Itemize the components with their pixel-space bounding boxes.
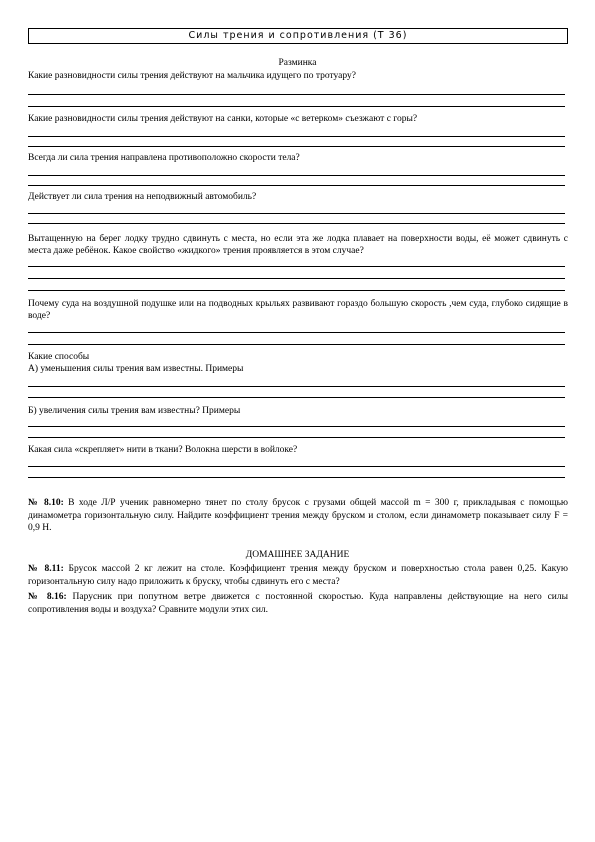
answer-line: [28, 266, 565, 267]
answer-line: [28, 175, 565, 176]
homework-heading: ДОМАШНЕЕ ЗАДАНИЕ: [245, 550, 350, 560]
worksheet-title: Силы трения и сопротивления (Т 36): [28, 28, 568, 44]
task-text: В ходе Л/Р ученик равномерно тянет по столу брусок с грузами общей массой m = 300 г, прикладывая с помощью динамометра горизонтальную силу. Найдите коэффициент трения между бруском и столом, если динамометр показывает силу F = 0,9 Н.: [28, 498, 568, 533]
answer-line: [28, 213, 565, 214]
answer-line: [28, 437, 565, 438]
homework-task-2: [28, 591, 568, 616]
question-8: Б) увеличения силы трения вам известны? Примеры: [28, 406, 241, 416]
answer-line: [28, 223, 565, 224]
answer-line: [28, 332, 565, 333]
answer-line: [28, 278, 565, 279]
answer-line: [28, 106, 565, 107]
question-5: Вытащенную на берег лодку трудно сдвинуть с места, но если эта же лодка плавает на поверхности воды, её может сдвинуть с места даже ребёнок. Какое свойство «жидкого» трения проявляется в этом случае?: [28, 234, 568, 256]
question-6: Почему суда на воздушной подушке или на подводных крыльях развивают гораздо большую скорость ,чем суда, глубоко сидящие в воде?: [28, 299, 568, 321]
answer-line: [28, 146, 565, 147]
question-7: Какие способы А) уменьшения силы трения вам известны. Примеры: [28, 352, 244, 374]
answer-line: [28, 94, 565, 95]
answer-line: [28, 397, 565, 398]
answer-line: [28, 290, 565, 291]
answer-line: [28, 185, 565, 186]
task-text: Парусник при попутном ветре движется с постоянной скоростью. Куда направлены действующие на него силы сопротивления воды и воздуха? Сравните модули этих сил.: [28, 592, 568, 615]
answer-line: [28, 466, 565, 467]
task-number: № 8.10:: [28, 498, 64, 508]
task-text: Брусок массой 2 кг лежит на столе. Коэффициент трения между бруском и поверхностью стола равен 0,25. Какую горизонтальную силу надо приложить к бруску, чтобы сдвинуть его с места?: [28, 564, 568, 587]
task-number: № 8.16:: [28, 592, 67, 602]
task-number: № 8.11:: [28, 564, 64, 574]
question-3: Всегда ли сила трения направлена противоположно скорости тела?: [28, 153, 300, 163]
answer-line: [28, 386, 565, 387]
homework-task-1: [28, 563, 568, 588]
warmup-heading: Разминка: [278, 58, 317, 68]
question-1: Какие разновидности силы трения действуют на мальчика идущего по тротуару?: [28, 71, 356, 81]
answer-line: [28, 344, 565, 345]
answer-line: [28, 477, 565, 478]
lab-task: [28, 497, 568, 535]
question-4: Действует ли сила трения на неподвижный автомобиль?: [28, 192, 257, 202]
question-2: Какие разновидности силы трения действуют на санки, которые «с ветерком» съезжают с горы?: [28, 114, 418, 124]
question-9: Какая сила «скрепляет» нити в ткани? Волокна шерсти в войлоке?: [28, 445, 298, 455]
answer-line: [28, 426, 565, 427]
answer-line: [28, 136, 565, 137]
